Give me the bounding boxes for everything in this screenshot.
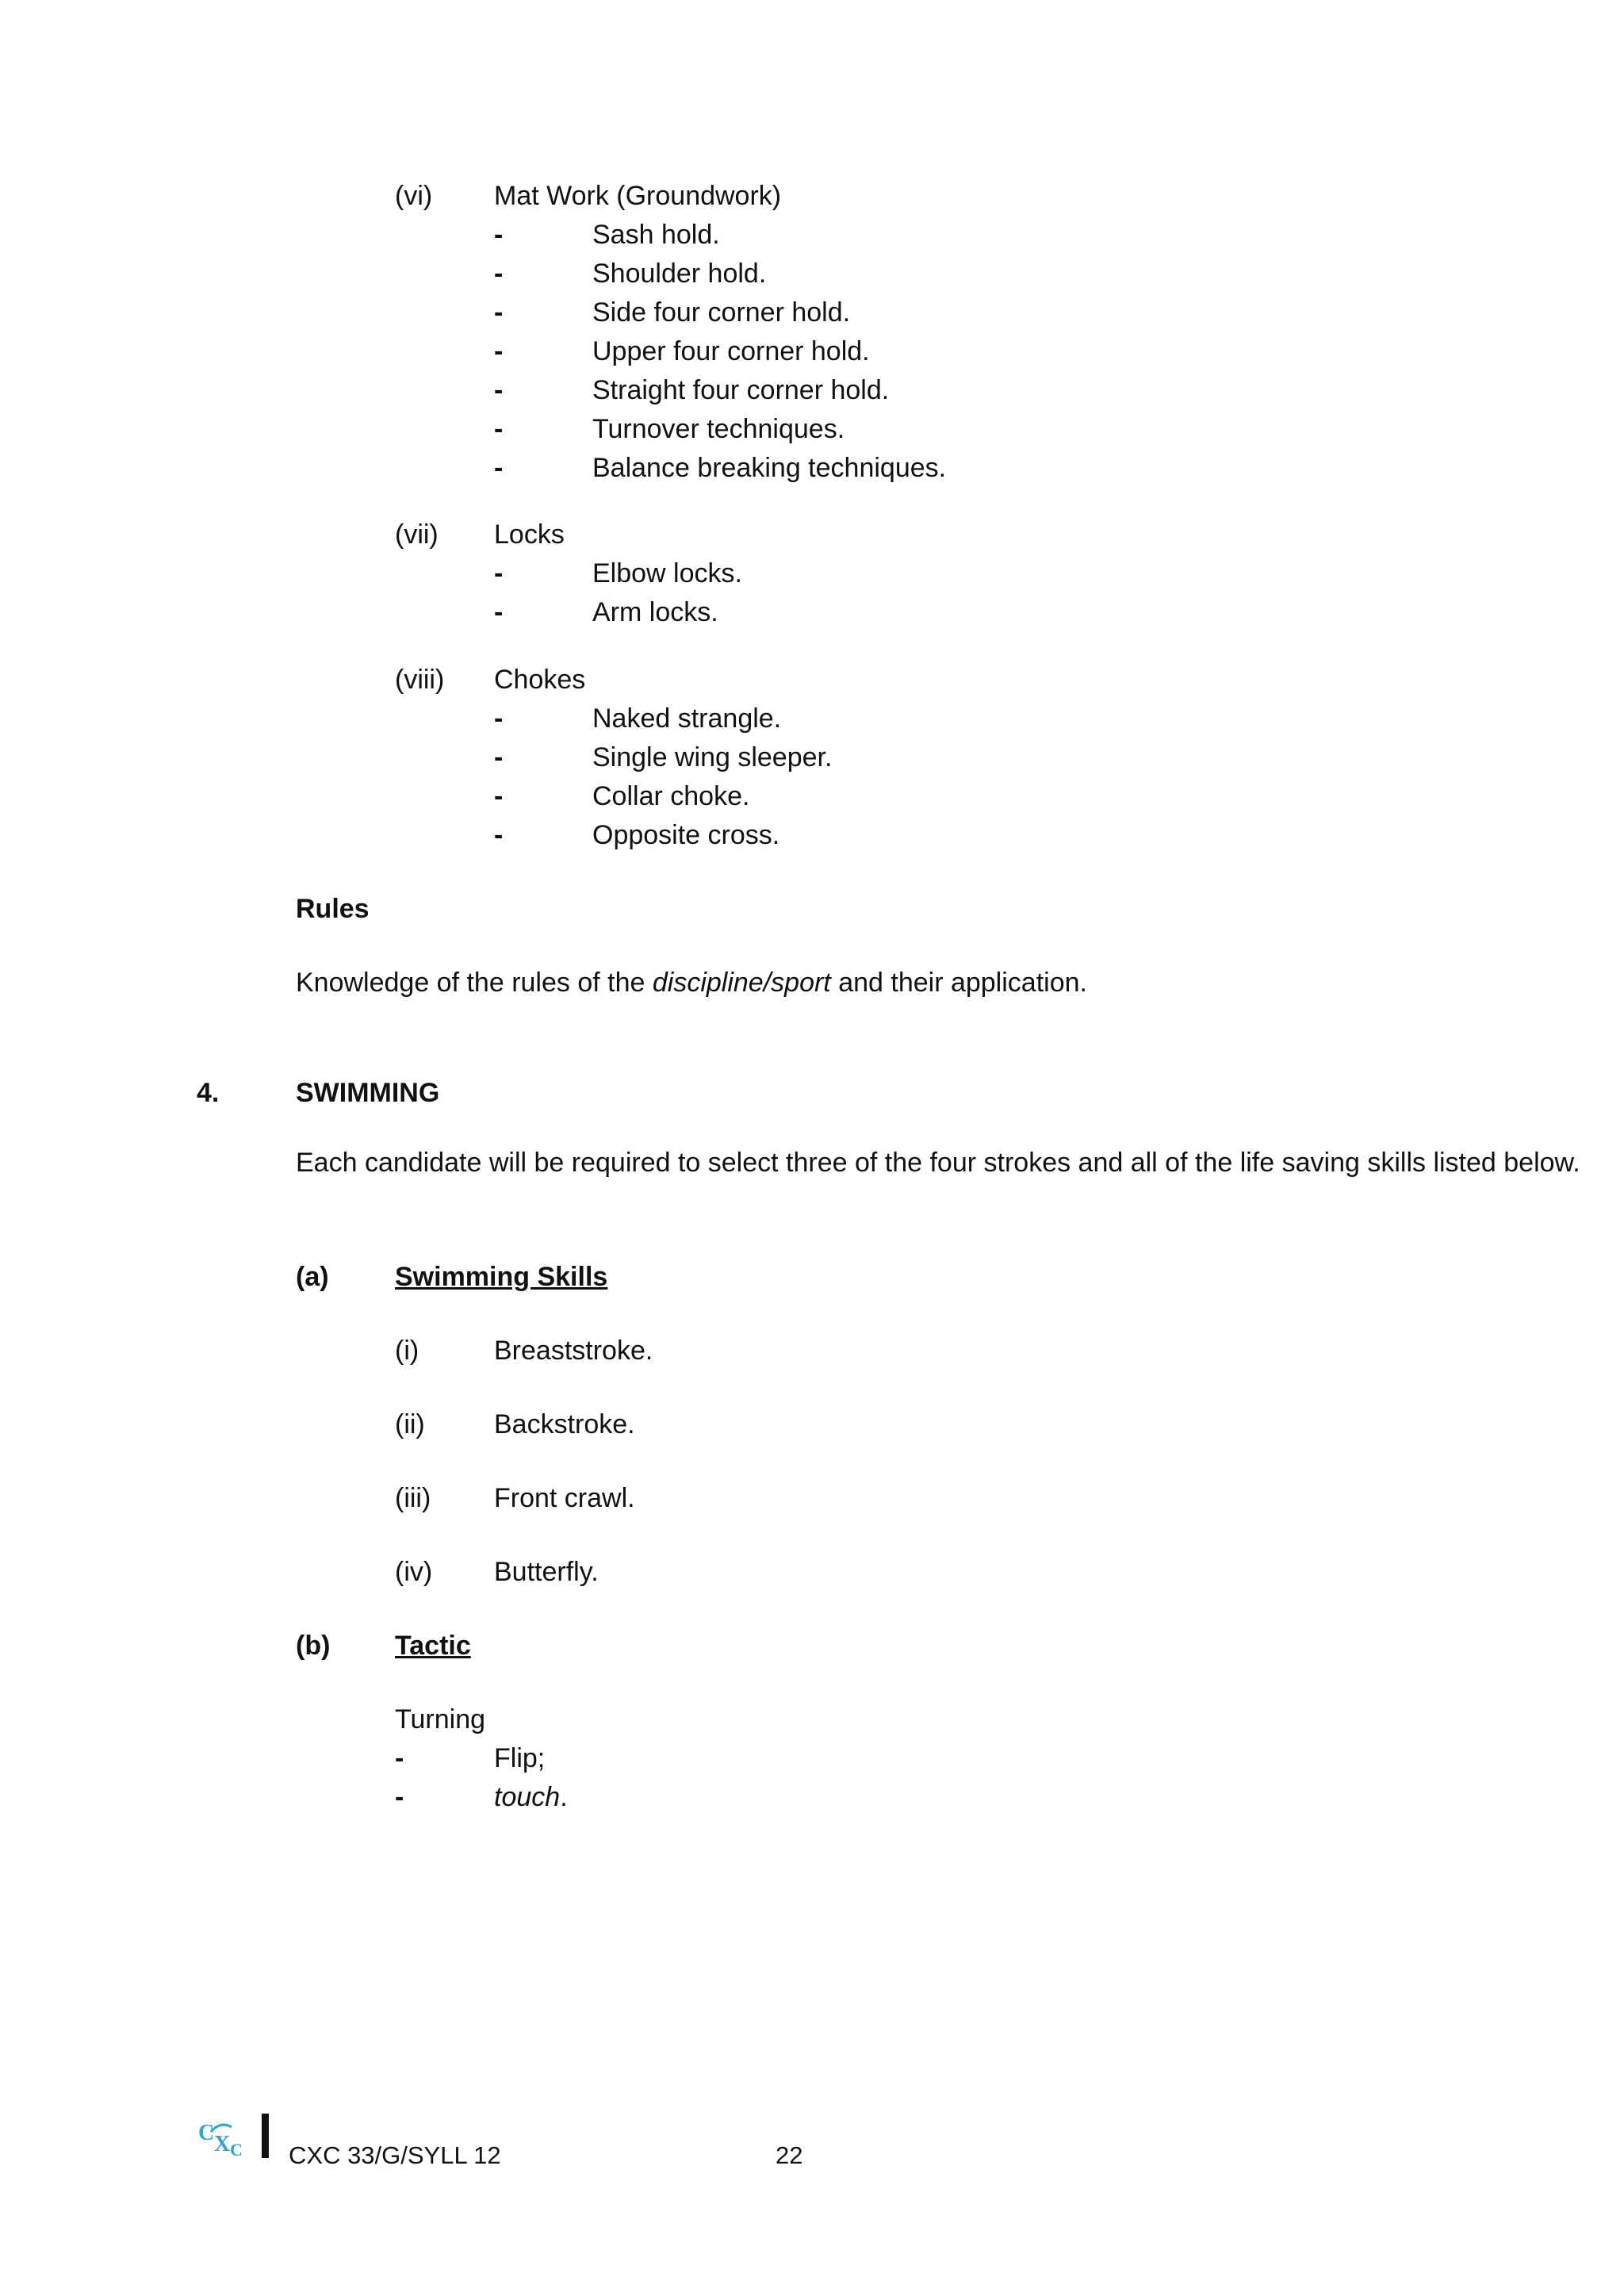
swimming-intro: Each candidate will be required to select three of the four strokes and all of the life saving skills listed below. (296, 1148, 1580, 1178)
list-item: Elbow locks. (592, 558, 742, 588)
section-title: Chokes (494, 665, 586, 695)
svg-text:X: X (214, 2132, 231, 2156)
list-item: Opposite cross. (592, 820, 780, 850)
bullet-dash: - (494, 336, 504, 366)
list-item: Shoulder hold. (592, 259, 767, 289)
list-item: Single wing sleeper. (592, 742, 833, 772)
bullet-dash: - (395, 1782, 404, 1812)
footer-code: CXC 33/G/SYLL 12 (289, 2141, 501, 2169)
bullet-dash: - (494, 414, 504, 444)
section-title: Mat Work (Groundwork) (494, 181, 782, 211)
tactic-item: Flip; (494, 1743, 546, 1773)
bullet-dash: - (494, 742, 504, 772)
bullet-dash: - (494, 375, 504, 405)
list-item: Arm locks. (592, 597, 718, 627)
footer-divider (262, 2114, 269, 2158)
tactic-subheading: Turning (395, 1704, 486, 1734)
swimming-skills-heading: Swimming Skills (395, 1262, 608, 1292)
skill-item: Front crawl. (494, 1483, 635, 1513)
skill-numeral: (iv) (395, 1557, 433, 1587)
svg-text:C: C (198, 2121, 215, 2145)
bullet-dash: - (395, 1743, 404, 1773)
bullet-dash: - (494, 297, 504, 328)
list-item: Side four corner hold. (592, 297, 851, 328)
section-numeral: (viii) (395, 665, 445, 695)
bullet-dash: - (494, 781, 504, 811)
bullet-dash: - (494, 558, 504, 588)
subsection-label: (a) (296, 1262, 329, 1292)
tactic-heading: Tactic (395, 1631, 471, 1661)
bullet-dash: - (494, 820, 504, 850)
list-item: Straight four corner hold. (592, 375, 890, 405)
bullet-dash: - (494, 703, 504, 734)
bullet-dash: - (494, 220, 504, 250)
page-number: 22 (776, 2141, 803, 2169)
skill-item: Butterfly. (494, 1557, 599, 1587)
section-title: Locks (494, 519, 565, 550)
list-item: Upper four corner hold. (592, 336, 870, 366)
skill-item: Breaststroke. (494, 1336, 653, 1366)
cxc-logo-icon (197, 2116, 252, 2157)
svg-text:C: C (230, 2140, 243, 2157)
bullet-dash: - (494, 597, 504, 627)
skill-numeral: (ii) (395, 1409, 425, 1439)
skill-item: Backstroke. (494, 1409, 635, 1439)
list-item: Balance breaking techniques. (592, 453, 947, 483)
section-numeral: (vi) (395, 181, 433, 211)
bullet-dash: - (494, 453, 504, 483)
list-item: Collar choke. (592, 781, 750, 811)
list-item: Sash hold. (592, 220, 720, 250)
list-item: Naked strangle. (592, 703, 782, 734)
subsection-label: (b) (296, 1631, 331, 1661)
section-number: 4. (197, 1078, 220, 1108)
bullet-dash: - (494, 259, 504, 289)
rules-paragraph: Knowledge of the rules of the discipline/sport and their application. (296, 968, 1087, 998)
skill-numeral: (iii) (395, 1483, 431, 1513)
list-item: Turnover techniques. (592, 414, 845, 444)
section-numeral: (vii) (395, 519, 439, 550)
rules-heading: Rules (296, 894, 370, 924)
tactic-item: touch. (494, 1782, 568, 1812)
swimming-heading: SWIMMING (296, 1078, 440, 1108)
skill-numeral: (i) (395, 1336, 419, 1366)
